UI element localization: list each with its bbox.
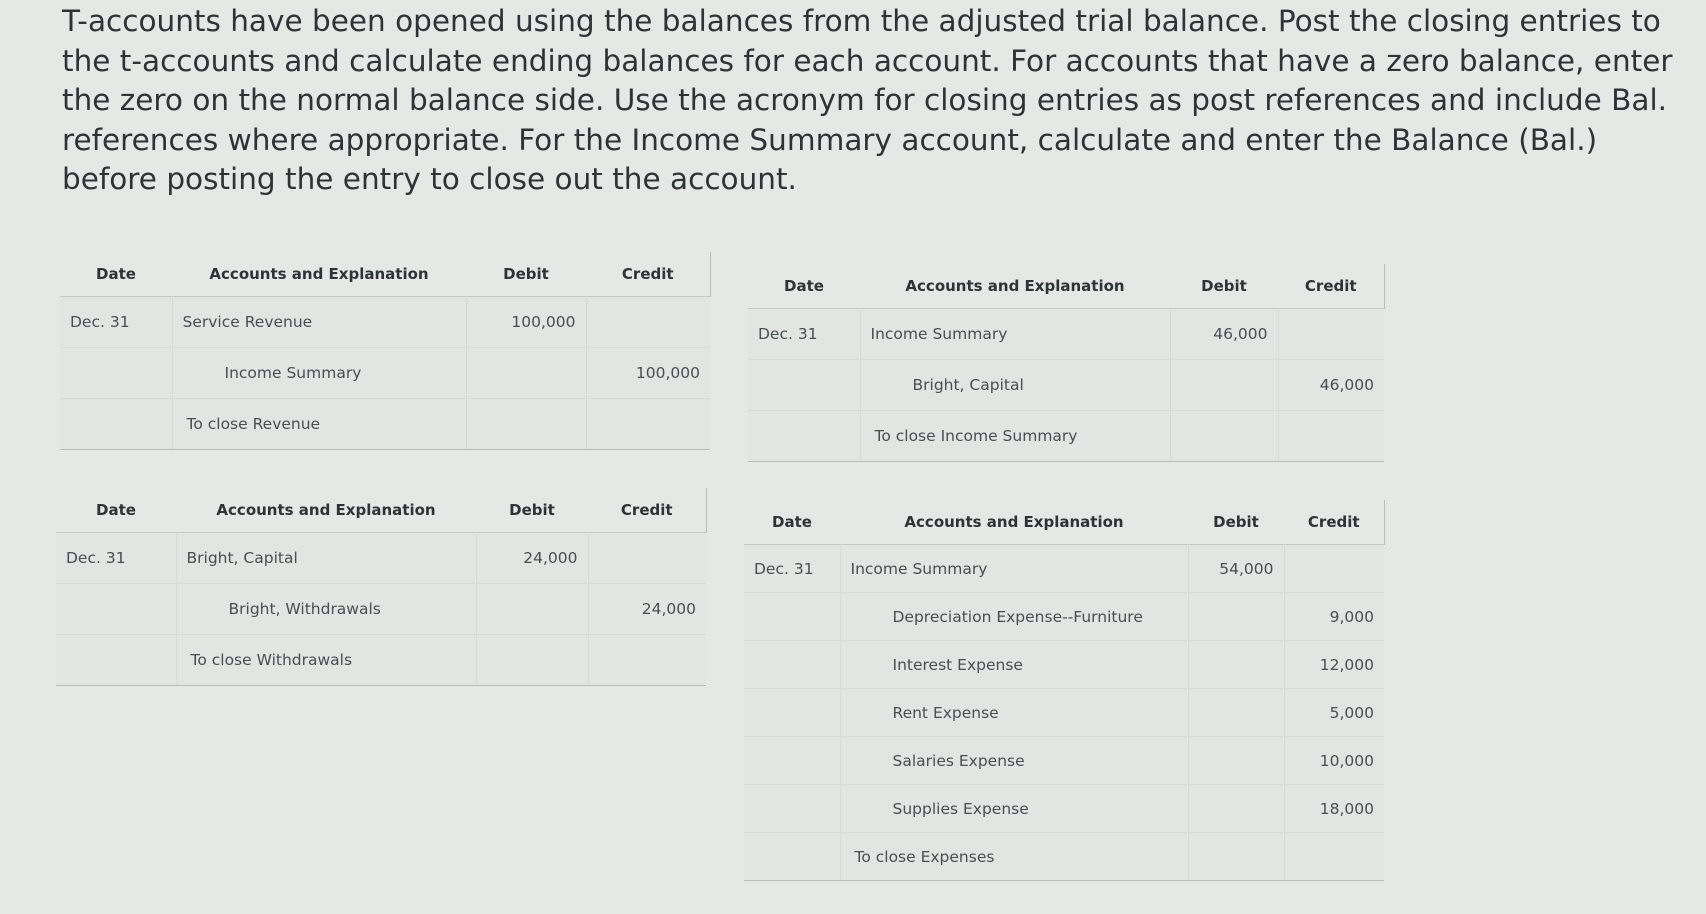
account-cell[interactable]: Depreciation Expense--Furniture [840,593,1188,641]
account-cell[interactable]: Supplies Expense [840,785,1188,833]
table-row [744,593,1384,641]
header-credit: Credit [588,488,706,533]
credit-input[interactable] [586,297,710,348]
table-row [748,309,1384,360]
credit-input[interactable]: 100,000 [586,348,710,399]
account-cell[interactable]: Salaries Expense [840,737,1188,785]
explanation-cell[interactable]: To close Income Summary [860,411,1170,462]
explanation-cell[interactable]: To close Expenses [840,833,1188,881]
table-row [744,545,1384,593]
debit-input[interactable] [1188,785,1284,833]
debit-input[interactable] [476,635,588,686]
credit-input[interactable] [1284,833,1384,881]
debit-input[interactable] [1170,411,1278,462]
table-row [56,635,706,686]
debit-input[interactable] [1188,833,1284,881]
date-cell[interactable] [744,689,840,737]
header-accounts: Accounts and Explanation [216,501,436,519]
header-debit: Debit [1213,513,1259,531]
credit-input[interactable] [1278,309,1384,360]
debit-input[interactable]: 54,000 [1188,545,1284,593]
credit-input[interactable] [588,533,706,584]
table-row [744,785,1384,833]
date-cell[interactable] [744,641,840,689]
table-row [60,348,710,399]
account-cell[interactable]: Income Summary [172,348,466,399]
table-row [744,641,1384,689]
table-row [744,833,1384,881]
credit-input[interactable] [588,635,706,686]
explanation-cell[interactable]: To close Revenue [172,399,466,450]
header-credit: Credit [1278,264,1384,309]
header-accounts: Accounts and Explanation [905,277,1125,295]
instructions-text: T-accounts have been opened using the balances from the adjusted trial balance. Post the closing entries to the t-accounts and calculate ending balances for each account. For accounts that have a zero balance, enter the zero on the normal balance side. Use the acronym for closing entries as post references and include Bal. references where appropriate. For the Income Summary account, calculate and enter the Balance (Bal.) before posting the entry to close out the account. [62,4,1673,196]
table-row [748,360,1384,411]
header-date: Date [96,265,136,283]
debit-input[interactable] [466,399,586,450]
date-cell[interactable]: Dec. 31 [748,309,860,360]
credit-input[interactable]: 24,000 [588,584,706,635]
debit-input[interactable] [476,584,588,635]
table-row [56,533,706,584]
debit-input[interactable] [1188,641,1284,689]
date-cell[interactable] [56,584,176,635]
debit-input[interactable] [1188,737,1284,785]
header-credit: Credit [586,252,710,297]
header-date: Date [772,513,812,531]
date-cell[interactable] [60,348,172,399]
credit-input[interactable]: 46,000 [1278,360,1384,411]
credit-input[interactable] [586,399,710,450]
journal-entry-close-income-summary [748,264,1385,462]
date-cell[interactable] [744,833,840,881]
account-cell[interactable]: Service Revenue [172,297,466,348]
account-cell[interactable]: Interest Expense [840,641,1188,689]
header-date: Date [96,501,136,519]
debit-input[interactable]: 46,000 [1170,309,1278,360]
date-cell[interactable] [748,360,860,411]
table-row [744,737,1384,785]
explanation-cell[interactable]: To close Withdrawals [176,635,476,686]
account-cell[interactable]: Income Summary [840,545,1188,593]
journal-entry-close-withdrawals [56,488,707,686]
credit-input[interactable] [1284,545,1384,593]
header-debit: Debit [1201,277,1247,295]
table-row [60,297,710,348]
date-cell[interactable]: Dec. 31 [744,545,840,593]
credit-input[interactable]: 12,000 [1284,641,1384,689]
table-row [60,399,710,450]
debit-input[interactable]: 24,000 [476,533,588,584]
credit-input[interactable] [1278,411,1384,462]
date-cell[interactable] [744,785,840,833]
date-cell[interactable] [748,411,860,462]
account-cell[interactable]: Rent Expense [840,689,1188,737]
credit-input[interactable]: 10,000 [1284,737,1384,785]
account-cell[interactable]: Bright, Capital [176,533,476,584]
credit-input[interactable]: 9,000 [1284,593,1384,641]
date-cell[interactable] [56,635,176,686]
header-date: Date [784,277,824,295]
journal-entry-close-revenue [60,252,711,450]
debit-input[interactable] [1170,360,1278,411]
table-row [748,411,1384,462]
debit-input[interactable] [1188,593,1284,641]
journal-entry-close-expenses [744,500,1385,881]
header-credit: Credit [1284,500,1384,545]
header-debit: Debit [509,501,555,519]
account-cell[interactable]: Bright, Capital [860,360,1170,411]
account-cell[interactable]: Bright, Withdrawals [176,584,476,635]
header-accounts: Accounts and Explanation [209,265,429,283]
header-accounts: Accounts and Explanation [904,513,1124,531]
debit-input[interactable]: 100,000 [466,297,586,348]
credit-input[interactable]: 5,000 [1284,689,1384,737]
account-cell[interactable]: Income Summary [860,309,1170,360]
date-cell[interactable] [60,399,172,450]
header-debit: Debit [503,265,549,283]
table-row [56,584,706,635]
debit-input[interactable] [466,348,586,399]
debit-input[interactable] [1188,689,1284,737]
date-cell[interactable] [744,737,840,785]
credit-input[interactable]: 18,000 [1284,785,1384,833]
date-cell[interactable]: Dec. 31 [56,533,176,584]
date-cell[interactable]: Dec. 31 [60,297,172,348]
table-row [744,689,1384,737]
date-cell[interactable] [744,593,840,641]
